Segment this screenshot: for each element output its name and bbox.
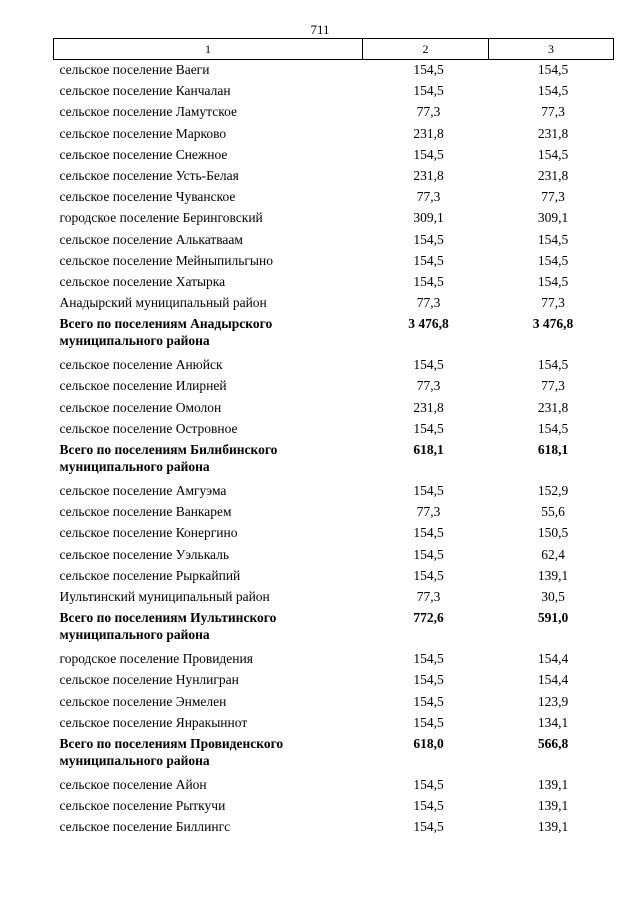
table-body bbox=[54, 60, 614, 839]
row-name: сельское поселение Канчалан bbox=[59, 83, 231, 99]
row-value-col3: 154,5 bbox=[537, 357, 569, 373]
table-row bbox=[54, 523, 614, 544]
row-name: сельское поселение Илирней bbox=[59, 378, 227, 394]
row-value-col2: 154,5 bbox=[413, 567, 444, 583]
table-row bbox=[54, 566, 614, 587]
row-value-col2: 154,5 bbox=[413, 83, 444, 99]
row-value-col3: 231,8 bbox=[537, 125, 569, 141]
row-value-col2: 154,5 bbox=[413, 651, 444, 667]
page-number: 711 bbox=[310, 22, 330, 37]
table-row-total bbox=[54, 314, 614, 355]
row-name: Всего по поселениям Провиденского муниципального района bbox=[59, 735, 284, 768]
row-value-col2: 77,3 bbox=[416, 104, 441, 120]
row-name: сельское поселение Анюйск bbox=[59, 357, 223, 373]
row-value-col2: 77,3 bbox=[416, 295, 441, 311]
row-value-col2: 154,5 bbox=[413, 231, 444, 247]
row-value-col3: 62,4 bbox=[541, 546, 565, 562]
row-value-col2: 77,3 bbox=[416, 504, 441, 520]
row-value-col3: 134,1 bbox=[537, 714, 569, 730]
table-row bbox=[54, 251, 614, 272]
row-value-col2: 77,3 bbox=[416, 378, 441, 394]
row-value-col3: 154,5 bbox=[537, 273, 569, 289]
row-value-col2: 154,5 bbox=[413, 483, 444, 498]
table-row bbox=[54, 481, 614, 502]
table-row bbox=[54, 692, 614, 713]
budget-table bbox=[53, 38, 614, 838]
row-value-col2: 618,1 bbox=[413, 442, 444, 457]
row-value-col2: 77,3 bbox=[416, 588, 441, 604]
row-name: сельское поселение Янракыннот bbox=[59, 714, 248, 730]
row-value-col3: 139,1 bbox=[537, 798, 569, 814]
row-value-col3: 139,1 bbox=[537, 776, 569, 792]
table-row bbox=[54, 587, 614, 608]
row-name: Всего по поселениям Иультинского муниципального района bbox=[59, 610, 277, 643]
row-name: Всего по поселениям Билибинского муниципального района bbox=[59, 442, 278, 474]
row-value-col3: 139,1 bbox=[537, 819, 569, 835]
row-value-col2: 154,5 bbox=[413, 146, 444, 162]
row-value-col3: 154,5 bbox=[537, 146, 569, 162]
table-row bbox=[54, 670, 614, 691]
row-value-col3: 309,1 bbox=[537, 210, 569, 226]
row-value-col2: 154,5 bbox=[413, 672, 444, 688]
row-value-col2: 772,6 bbox=[413, 610, 444, 626]
row-name: сельское поселение Амгуэма bbox=[59, 483, 227, 498]
row-value-col2: 154,5 bbox=[413, 252, 444, 268]
table-row bbox=[54, 102, 614, 123]
row-value-col2: 3 476,8 bbox=[408, 316, 449, 332]
row-name: сельское поселение Ванкарем bbox=[59, 504, 232, 520]
row-name: сельское поселение Уэлькаль bbox=[59, 546, 230, 562]
table-row-total bbox=[54, 734, 614, 775]
row-name: Иультинский муниципальный район bbox=[59, 588, 270, 604]
row-name: сельское поселение Мейныпильгыно bbox=[59, 252, 273, 268]
row-value-col2: 154,5 bbox=[413, 819, 444, 835]
row-value-col3: 154,5 bbox=[537, 252, 569, 268]
table-row bbox=[54, 545, 614, 566]
row-name: Всего по поселениям Анадырского муниципального района bbox=[59, 316, 273, 349]
row-value-col3: 154,5 bbox=[537, 420, 569, 436]
row-name: городское поселение Провидения bbox=[59, 651, 253, 667]
row-value-col3: 77,3 bbox=[541, 378, 565, 394]
column-header-2: 2 bbox=[363, 39, 489, 60]
row-value-col2: 154,5 bbox=[413, 525, 444, 541]
row-name: сельское поселение Усть-Белая bbox=[59, 167, 239, 183]
table-row bbox=[54, 124, 614, 145]
row-name: сельское поселение Энмелен bbox=[59, 693, 227, 709]
row-name: сельское поселение Марково bbox=[59, 125, 227, 141]
row-value-col2: 154,5 bbox=[413, 546, 444, 562]
table-row bbox=[54, 775, 614, 796]
row-value-col3: 231,8 bbox=[537, 399, 569, 415]
table-row-total bbox=[54, 440, 614, 481]
row-value-col2: 154,5 bbox=[413, 273, 444, 289]
table-row bbox=[54, 208, 614, 229]
row-value-col2: 154,5 bbox=[413, 420, 444, 436]
row-value-col2: 154,5 bbox=[413, 714, 444, 730]
row-value-col2: 154,5 bbox=[413, 62, 444, 77]
row-value-col3: 77,3 bbox=[541, 104, 565, 120]
table-row bbox=[54, 145, 614, 166]
row-value-col3: 77,3 bbox=[541, 189, 565, 205]
row-value-col2: 231,8 bbox=[413, 125, 444, 141]
row-value-col3: 55,6 bbox=[541, 504, 565, 520]
table-row bbox=[54, 272, 614, 293]
row-name: сельское поселение Ваеги bbox=[59, 62, 210, 77]
column-header-3: 3 bbox=[489, 39, 614, 60]
row-value-col3: 139,1 bbox=[537, 567, 569, 583]
table-row bbox=[54, 230, 614, 251]
row-value-col2: 231,8 bbox=[413, 399, 444, 415]
row-name: сельское поселение Рыркайпий bbox=[59, 567, 241, 583]
row-value-col3: 154,5 bbox=[537, 83, 569, 99]
row-value-col3: 3 476,8 bbox=[532, 316, 574, 332]
row-name: сельское поселение Снежное bbox=[59, 146, 228, 162]
table-row bbox=[54, 649, 614, 670]
table-row bbox=[54, 376, 614, 397]
table-row bbox=[54, 293, 614, 314]
row-name: городское поселение Беринговский bbox=[59, 210, 263, 226]
row-name: сельское поселение Хатырка bbox=[59, 273, 226, 289]
table-header bbox=[54, 39, 614, 60]
table-row bbox=[54, 398, 614, 419]
row-name: сельское поселение Чуванское bbox=[59, 189, 236, 205]
row-value-col3: 154,4 bbox=[537, 672, 569, 688]
table-row bbox=[54, 713, 614, 734]
row-value-col2: 154,5 bbox=[413, 798, 444, 814]
row-name: сельское поселение Омолон bbox=[59, 399, 222, 415]
table-row bbox=[54, 166, 614, 187]
table-row bbox=[54, 817, 614, 838]
row-value-col3: 150,5 bbox=[537, 525, 569, 541]
row-name: сельское поселение Конергино bbox=[59, 525, 238, 541]
row-name: сельское поселение Рыткучи bbox=[59, 798, 226, 814]
row-value-col3: 566,8 bbox=[537, 735, 569, 751]
row-value-col3: 154,4 bbox=[537, 651, 569, 667]
row-value-col3: 154,5 bbox=[537, 231, 569, 247]
row-value-col3: 618,1 bbox=[537, 442, 569, 457]
row-value-col2: 618,0 bbox=[413, 735, 444, 751]
row-value-col3: 152,9 bbox=[537, 483, 569, 498]
row-value-col3: 123,9 bbox=[537, 693, 569, 709]
table-row bbox=[54, 796, 614, 817]
row-name: сельское поселение Биллингс bbox=[59, 819, 231, 835]
row-value-col3: 77,3 bbox=[541, 295, 565, 311]
table-row bbox=[54, 60, 614, 82]
row-value-col2: 309,1 bbox=[413, 210, 444, 226]
row-name: сельское поселение Ламутское bbox=[59, 104, 237, 120]
row-value-col2: 154,5 bbox=[413, 776, 444, 792]
row-value-col2: 231,8 bbox=[413, 167, 444, 183]
row-name: сельское поселение Нунлигран bbox=[59, 672, 239, 688]
table-row bbox=[54, 355, 614, 376]
row-name: сельское поселение Алькатваам bbox=[59, 231, 243, 247]
table-row bbox=[54, 187, 614, 208]
row-value-col2: 154,5 bbox=[413, 357, 444, 373]
row-value-col3: 231,8 bbox=[537, 167, 569, 183]
table-row bbox=[54, 419, 614, 440]
table-row bbox=[54, 502, 614, 523]
row-value-col3: 154,5 bbox=[537, 62, 569, 77]
row-value-col2: 77,3 bbox=[416, 189, 441, 205]
row-value-col3: 591,0 bbox=[537, 610, 569, 626]
table-row-total bbox=[54, 608, 614, 649]
row-name: сельское поселение Островное bbox=[59, 420, 238, 436]
table-row bbox=[54, 81, 614, 102]
row-value-col3: 30,5 bbox=[541, 588, 565, 604]
row-value-col2: 154,5 bbox=[413, 693, 444, 709]
row-name: Анадырский муниципальный район bbox=[59, 295, 267, 311]
column-header-1: 1 bbox=[54, 39, 363, 60]
row-name: сельское поселение Айон bbox=[59, 776, 207, 792]
